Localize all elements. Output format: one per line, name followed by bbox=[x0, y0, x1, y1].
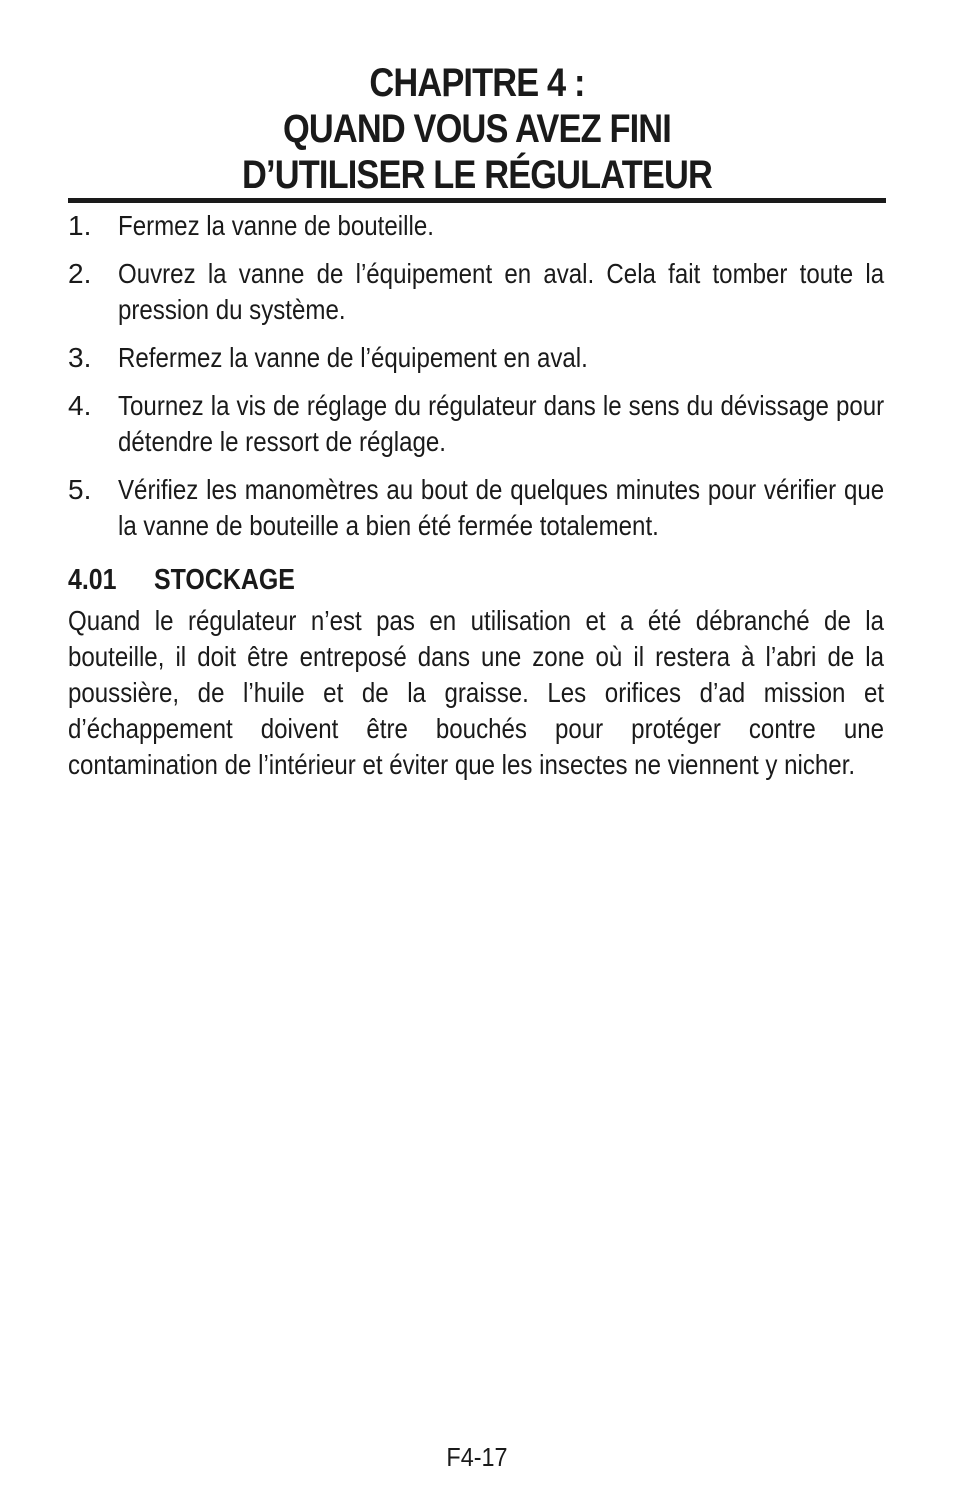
step-item bbox=[68, 472, 886, 544]
step-text: Refermez la vanne de l’équipement en aval. bbox=[118, 342, 588, 373]
step-item bbox=[68, 340, 886, 376]
section-paragraph: Quand le régulateur n’est pas en utilisation et a été débranché de la bouteille, il doit être entreposé dans une zone où il restera à l’abri de la poussière, de l’huile et de la graisse. Les orifices d’ad mission et d’échappement doivent être bouchés pour protéger contre une contamination de l’intérieur et éviter que les insectes ne viennent y nicher. bbox=[68, 605, 885, 780]
section-title: STOCKAGE bbox=[154, 564, 295, 596]
chapter-header bbox=[68, 60, 886, 198]
chapter-title-line-3: D’UTILISER LE RÉGULATEUR bbox=[242, 153, 712, 197]
section-heading bbox=[68, 562, 295, 598]
step-number: 1. bbox=[68, 210, 92, 241]
step-text: Ouvrez la vanne de l’équipement en aval. Cela fait tomber toute la pression du système. bbox=[118, 258, 885, 325]
step-number: 3. bbox=[68, 342, 92, 373]
step-text: Tournez la vis de réglage du régulateur dans le sens du dévissage pour détendre le ressort de réglage. bbox=[118, 390, 885, 457]
title-divider bbox=[68, 198, 886, 203]
page-number: F4-17 bbox=[446, 1442, 508, 1472]
step-text: Fermez la vanne de bouteille. bbox=[118, 210, 434, 241]
step-number: 4. bbox=[68, 390, 92, 421]
chapter-title bbox=[125, 60, 828, 198]
step-number: 2. bbox=[68, 258, 92, 289]
chapter-title-line-2: QUAND VOUS AVEZ FINI bbox=[283, 107, 671, 151]
step-item bbox=[68, 208, 886, 244]
step-item bbox=[68, 388, 886, 460]
procedure-steps bbox=[68, 208, 886, 556]
step-text: Vérifiez les manomètres au bout de quelques minutes pour vérifier que la vanne de bouteille a bien été fermée totalement. bbox=[118, 474, 885, 541]
step-item bbox=[68, 256, 886, 328]
step-number: 5. bbox=[68, 474, 92, 505]
section-number: 4.01 bbox=[68, 564, 117, 596]
chapter-title-line-1: CHAPITRE 4 : bbox=[369, 61, 585, 105]
section-body bbox=[68, 603, 886, 783]
